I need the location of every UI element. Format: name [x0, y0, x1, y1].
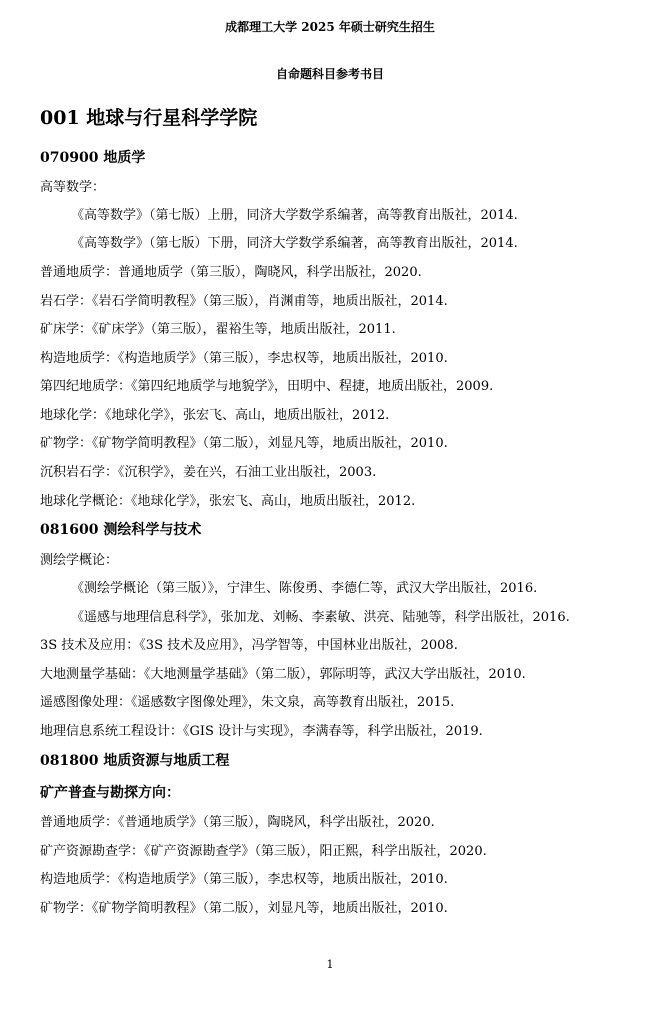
book-entry: 《高等数学》（第七版）上册，同济大学数学系编著，高等教育出版社，2014.	[71, 208, 518, 223]
book-entry: 构造地质学：《构造地质学》（第三版），李忠权等，地质出版社，2010.	[40, 351, 448, 366]
book-entry: 地球化学：《地球化学》，张宏飞、高山，地质出版社，2012.	[40, 408, 390, 423]
book-entry: 沉积岩石学：《沉积学》，姜在兴，石油工业出版社，2003.	[40, 465, 377, 480]
college-heading: 001 地球与行星科学学院	[40, 107, 258, 129]
book-entry: 普通地质学：《普通地质学》（第三版），陶晓风，科学出版社，2020.	[40, 815, 435, 830]
book-entry: 第四纪地质学：《第四纪地质学与地貌学》，田明中、程捷，地质出版社，2009.	[40, 379, 494, 394]
book-entry: 矿产资源勘查学：《矿产资源勘查学》（第三版），阳正熙，科学出版社，2020.	[40, 844, 487, 859]
subject-line: 高等数学：	[40, 180, 106, 195]
document-subtitle: 自命题科目参考书目	[275, 67, 384, 81]
book-entry: 《遥感与地理信息科学》，张加龙、刘畅、李素敏、洪亮、陆驰等，科学出版社，2016.	[71, 610, 570, 625]
book-entry: 大地测量学基础：《大地测量学基础》（第二版），郭际明等，武汉大学出版社，2010.	[40, 667, 526, 682]
book-entry: 地球化学概论：《地球化学》，张宏飞、高山，地质出版社，2012.	[40, 494, 416, 509]
major-heading-surveying: 081600 测绘科学与技术	[40, 522, 202, 538]
book-entry: 3S 技术及应用：《3S 技术及应用》，冯学智等，中国林业出版社，2008.	[40, 638, 458, 653]
book-entry: 地理信息系统工程设计：《GIS 设计与实现》，李满春等，科学出版社，2019.	[40, 724, 483, 739]
book-entry: 普通地质学：普通地质学（第三版），陶晓风，科学出版社，2020.	[40, 265, 422, 280]
direction-heading: 矿产普查与勘探方向：	[40, 785, 180, 801]
major-heading-resources: 081800 地质资源与地质工程	[40, 753, 230, 769]
book-entry: 岩石学：《岩石学简明教程》（第三版），肖渊甫等，地质出版社，2014.	[40, 294, 448, 309]
document-title: 成都理工大学 2025 年硕士研究生招生	[225, 20, 435, 34]
book-entry: 《测绘学概论（第三版）》，宁津生、陈俊勇、李德仁等，武汉大学出版社，2016.	[71, 581, 538, 596]
subject-line: 测绘学概论：	[40, 553, 119, 568]
book-entry: 遥感图像处理：《遥感数字图像处理》，朱文泉，高等教育出版社，2015.	[40, 695, 455, 710]
book-entry: 矿床学：《矿床学》（第三版），翟裕生等，地质出版社，2011.	[40, 322, 396, 337]
book-entry: 《高等数学》（第七版）下册，同济大学数学系编著，高等教育出版社，2014.	[71, 236, 518, 251]
major-heading-geology: 070900 地质学	[40, 150, 146, 166]
book-entry: 构造地质学：《构造地质学》（第三版），李忠权等，地质出版社，2010.	[40, 872, 448, 887]
page-number: 1	[326, 958, 334, 971]
book-entry: 矿物学：《矿物学简明教程》（第二版），刘显凡等，地质出版社，2010.	[40, 901, 448, 916]
book-entry: 矿物学：《矿物学简明教程》（第二版），刘显凡等，地质出版社，2010.	[40, 436, 448, 451]
